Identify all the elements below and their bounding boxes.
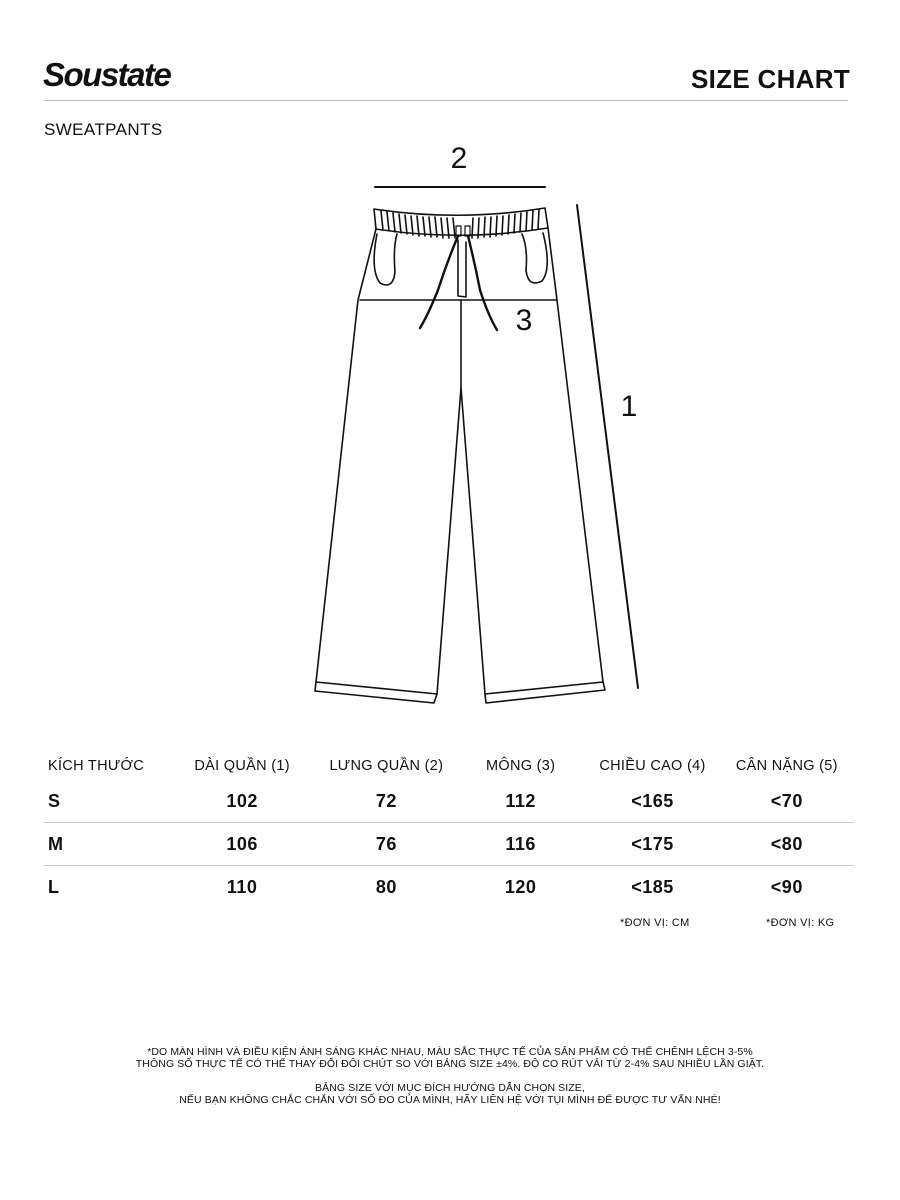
waist-cell: 80	[375, 876, 397, 897]
size-cell: L	[48, 876, 60, 897]
length-cell: 102	[168, 780, 317, 823]
header-height: CHIỀU CAO (4)	[599, 758, 706, 774]
waist-cell: 76	[317, 823, 456, 866]
weight-cell: <90	[770, 876, 803, 897]
height-unit-note: *ĐƠN VỊ: CM	[620, 917, 690, 929]
size-cell: M	[44, 823, 168, 866]
disclaimer-notes	[0, 1046, 900, 1106]
brand-logo: Soustate	[43, 56, 171, 93]
note-line: THÔNG SỐ THỰC TẾ CÓ THỂ THAY ĐỔI ĐÔI CHÚT SO VỚI BẢNG SIZE ±4%. ĐỘ CO RÚT VẢI TỪ 2-4% SAU NHIỀU LẦN GIẶT.	[135, 1058, 765, 1070]
waist-label: 2	[450, 142, 468, 175]
header-size: KÍCH THƯỚC	[48, 758, 145, 774]
length-label: 1	[620, 390, 638, 423]
height-cell: <165	[585, 780, 719, 823]
table-header-row	[44, 752, 854, 780]
header-weight: CÂN NẶNG (5)	[735, 758, 838, 774]
pants-outline	[315, 208, 605, 703]
size-table	[44, 752, 854, 908]
hip-cell: 116	[456, 823, 585, 866]
note-line: BẢNG SIZE VỚI MỤC ĐÍCH HƯỚNG DẪN CHỌN SIZE,	[315, 1082, 585, 1094]
header-length: DÀI QUẦN (1)	[194, 758, 290, 774]
hip-label: 3	[515, 304, 533, 337]
page-title: SIZE CHART	[691, 64, 850, 94]
hip-cell: 120	[504, 876, 537, 897]
height-cell: <185	[631, 876, 674, 897]
size-cell: S	[44, 780, 168, 823]
table-row	[44, 823, 854, 866]
note-line: *DO MÀN HÌNH VÀ ĐIỀU KIỆN ÁNH SÁNG KHÁC NHAU, MÀU SẮC THỰC TẾ CỦA SẢN PHẨM CÓ THỂ CHÊNH LỆCH 3-5%	[147, 1046, 753, 1058]
weight-cell: <70	[720, 780, 854, 823]
length-dimension-line	[577, 205, 638, 688]
note-line: NẾU BẠN KHÔNG CHẮC CHẮN VỚI SỐ ĐO CỦA MÌNH, HÃY LIÊN HỆ VỚI TỤI MÌNH ĐỂ ĐƯỢC TƯ VẤN NHÉ!	[179, 1094, 721, 1106]
height-cell: <175	[585, 823, 719, 866]
hip-cell: 112	[456, 780, 585, 823]
weight-unit-note: *ĐƠN VỊ: KG	[766, 917, 835, 929]
length-cell: 110	[226, 876, 258, 897]
length-cell: 106	[168, 823, 317, 866]
waist-cell: 72	[317, 780, 456, 823]
header-waist: LƯNG QUẦN (2)	[329, 758, 444, 774]
weight-cell: <80	[720, 823, 854, 866]
header-hip: MÔNG (3)	[486, 758, 556, 774]
table-row	[44, 866, 854, 909]
product-name: SWEATPANTS	[44, 120, 163, 139]
table-row	[44, 780, 854, 823]
